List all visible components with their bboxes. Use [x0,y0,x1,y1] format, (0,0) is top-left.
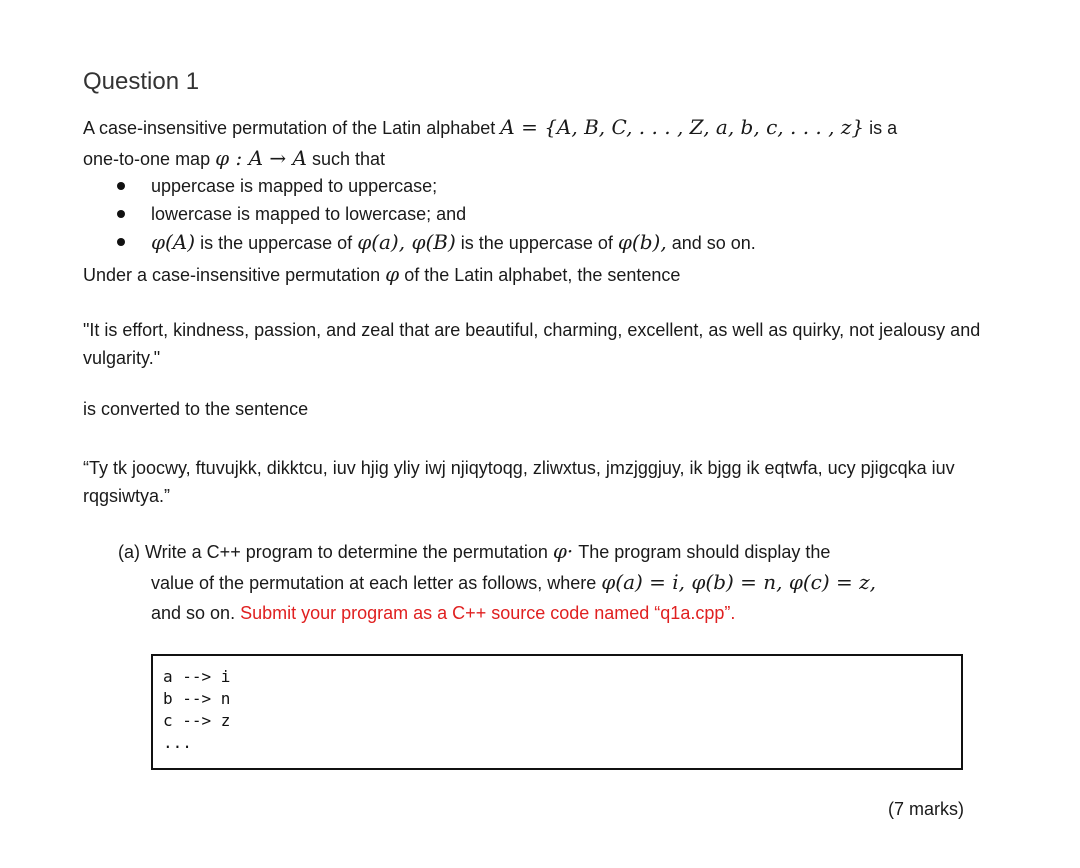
sample-output-line: b --> n [163,689,231,708]
bullet-icon [117,182,125,190]
sample-output-box [151,654,963,770]
condition-math: φ(a), φ(B) [357,230,456,254]
condition-text: and so on. [671,233,756,253]
part-a-instructions [118,536,978,628]
phi-math: φ [385,262,400,286]
map-math: φ : A → A [215,146,307,170]
converted-label: is converted to the sentence [83,399,309,419]
part-a-line1-suffix: The program should display the [578,542,831,562]
condition-math: φ(b), [617,230,667,254]
part-a-line1-prefix: (a) Write a C++ program to determine the permutation [118,542,548,562]
condition-text: is the uppercase of [460,233,613,253]
submission-instruction: Submit your program as a C++ source code named “q1a.cpp”. [240,603,736,623]
bullet-icon [117,210,125,218]
part-a-line2-prefix: value of the permutation at each letter as follows, where [151,573,597,593]
sample-output-line: ... [163,733,192,752]
sample-output-line: a --> i [163,667,231,686]
under-prefix: Under a case-insensitive permutation [83,265,381,285]
intro-prefix: A case-insensitive permutation of the Latin alphabet [83,118,496,138]
part-a-line3 [118,598,978,628]
original-sentence: "It is effort, kindness, passion, and zeal that are beautiful, charming, excellent, as well as quirky, not jealousy and vulgarity." [83,320,981,368]
condition-list [83,172,756,256]
part-a-line2 [118,567,978,598]
condition-item [83,228,756,256]
intro-is-a: is a [869,118,898,138]
condition-text: is the uppercase of [200,233,353,253]
condition-text: lowercase is mapped to lowercase; and [151,204,467,224]
bullet-icon [117,238,125,246]
sample-output-line: c --> z [163,711,231,730]
condition-item [83,172,756,200]
encrypted-sentence: “Ty tk joocwy, ftuvujkk, dikktcu, iuv hjig yliy iwj njiqytoqg, zliwxtus, jmzjggjuy, ik bjgg ik eqtwfa, ucy pjigcqka iuv rqgsiwtya.” [83,458,955,506]
intro-line2-suffix: such that [311,149,385,169]
intro-line2-prefix: one-to-one map [83,149,211,169]
example-mapping-math: φ(a) = i, φ(b) = n, φ(c) = z, [601,570,877,594]
condition-item [83,200,756,228]
condition-text: uppercase is mapped to uppercase; [151,176,438,196]
phi-math: φ· [552,539,574,563]
question-intro [83,112,983,174]
under-permutation-text [83,262,680,286]
condition-math: φ(A) [151,230,196,254]
alphabet-set-math: A = {A, B, C, . . . , Z, a, b, c, . . . , z} [500,115,865,139]
marks-label: (7 marks) [888,799,964,819]
part-a-line3-prefix: and so on. [151,603,236,623]
under-suffix: of the Latin alphabet, the sentence [404,265,681,285]
question-title: Question 1 [83,68,200,95]
